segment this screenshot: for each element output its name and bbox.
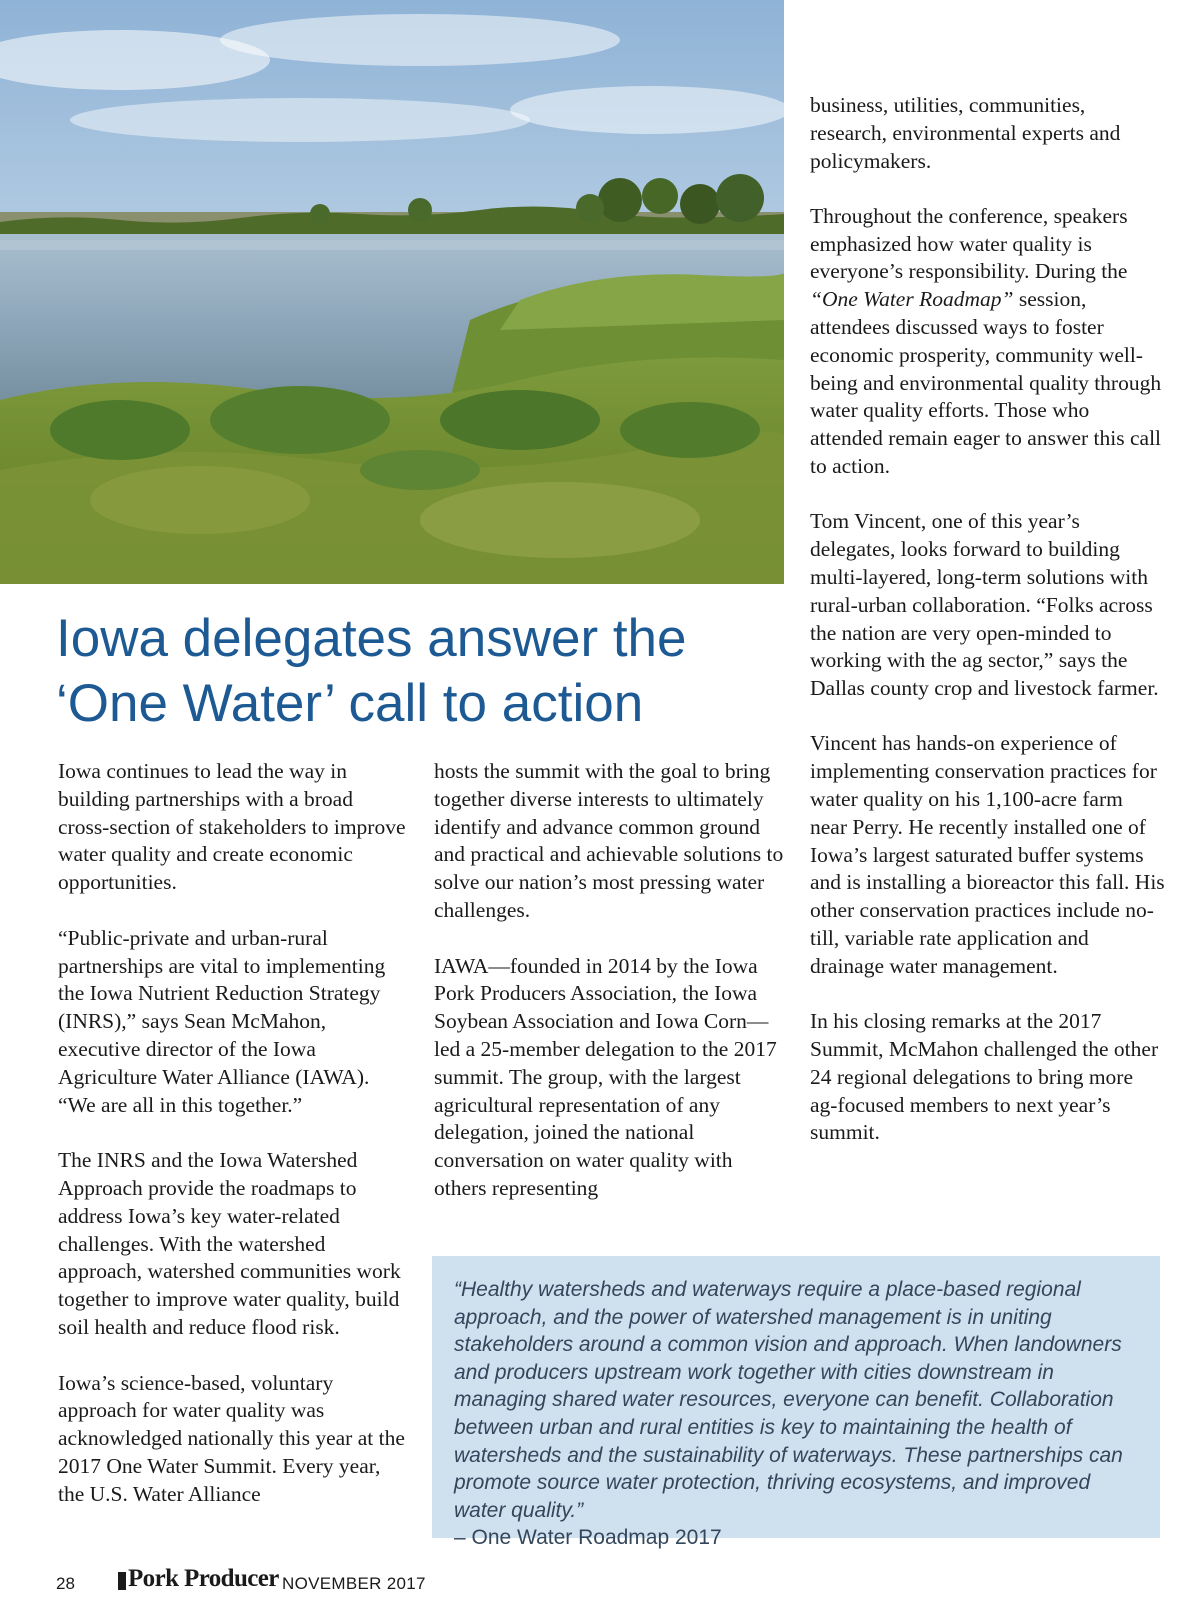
headline-line-2: ‘One Water’ call to action	[56, 674, 644, 733]
paragraph: Vincent has hands-on experience of implementing conservation practices for water quality on his 1,100-acre farm near Perry. He recently installed one of Iowa’s largest saturated buffer systems and is installing a bioreactor this fall. His other conservation practices include no-till, variable rate application and drainage water management.	[810, 731, 1165, 978]
pull-quote-text: “Healthy watersheds and waterways require a place-based regional approach, and the power of watershed management is in uniting stakeholders around a common vision and approach. When landowners and producers upstream work together with cities downstream in managing shared water resources, everyone can benefit. Collaboration between urban and rural entities is key to maintaining the health of watersheds and the sustainability of waterways. These partnerships can promote source water protection, thriving ecosystems, and improved water quality.”	[454, 1278, 1123, 1522]
wetland-photo	[0, 0, 784, 584]
pull-quote-box	[432, 1256, 1160, 1550]
page-footer	[56, 1565, 556, 1602]
paragraph: Iowa continues to lead the way in building partnerships with a broad cross-section of stakeholders to improve water quality and create economic opportunities.	[58, 759, 406, 895]
headline-line-1: Iowa delegates answer the	[56, 609, 687, 668]
session-title: “One Water Roadmap”	[810, 287, 1014, 312]
article-column-2	[434, 758, 786, 1203]
logo-mark-icon	[118, 1572, 126, 1590]
article-column-1	[58, 758, 408, 1509]
pull-quote-attribution: – One Water Roadmap 2017	[454, 1526, 722, 1550]
page-number: 28	[56, 1574, 75, 1593]
paragraph: business, utilities, communities, research, environmental experts and policymakers.	[810, 93, 1121, 173]
article-column-3	[810, 92, 1165, 1147]
publication-name: Pork Producer	[128, 1565, 279, 1592]
issue-date: NOVEMBER 2017	[282, 1574, 426, 1593]
article-headline	[56, 606, 776, 736]
paragraph: IAWA—founded in 2014 by the Iowa Pork Producers Association, the Iowa Soybean Association and Iowa Corn—led a 25-member delegation to the 2017 summit. The group, with the largest agricultural representation of any delegation, joined the national conversation on water quality with others representing	[434, 953, 777, 1200]
paragraph: hosts the summit with the goal to bring together diverse interests to ultimately identify and advance common ground and practical and achievable solutions to solve our nation’s most pressing water challenges.	[434, 759, 784, 922]
paragraph: Tom Vincent, one of this year’s delegates, looks forward to building multi-layered, long-term solutions with rural-urban collaboration. “Folks across the nation are very open-minded to working with the ag sector,” says the Dallas county crop and livestock farmer.	[810, 509, 1159, 701]
paragraph: “Public-private and urban-rural partnerships are vital to implementing the Iowa Nutrient Reduction Strategy (INRS),” says Sean McMahon, executive director of the Iowa Agriculture Water Alliance (IAWA). “We are all in this together.”	[58, 925, 386, 1117]
paragraph: The INRS and the Iowa Watershed Approach provide the roadmaps to address Iowa’s key water-related challenges. With the watershed approach, watershed communities work together to improve water quality, build soil health and reduce flood risk.	[58, 1148, 401, 1339]
paragraph: Iowa’s science-based, voluntary approach for water quality was acknowledged nationally this year at the 2017 One Water Summit. Every year, the U.S. Water Alliance	[58, 1370, 405, 1506]
paragraph: In his closing remarks at the 2017 Summit, McMahon challenged the other 24 regional delegations to bring more ag-focused members to next year’s summit.	[810, 1009, 1159, 1145]
paragraph: Throughout the conference, speakers emphasized how water quality is everyone’s responsibility. During the “One Water Roadmap” session, attendees discussed ways to foster economic prosperity, community well-being and environmental quality through water quality efforts. Those who attended remain eager to answer this call to action.	[810, 203, 1162, 479]
